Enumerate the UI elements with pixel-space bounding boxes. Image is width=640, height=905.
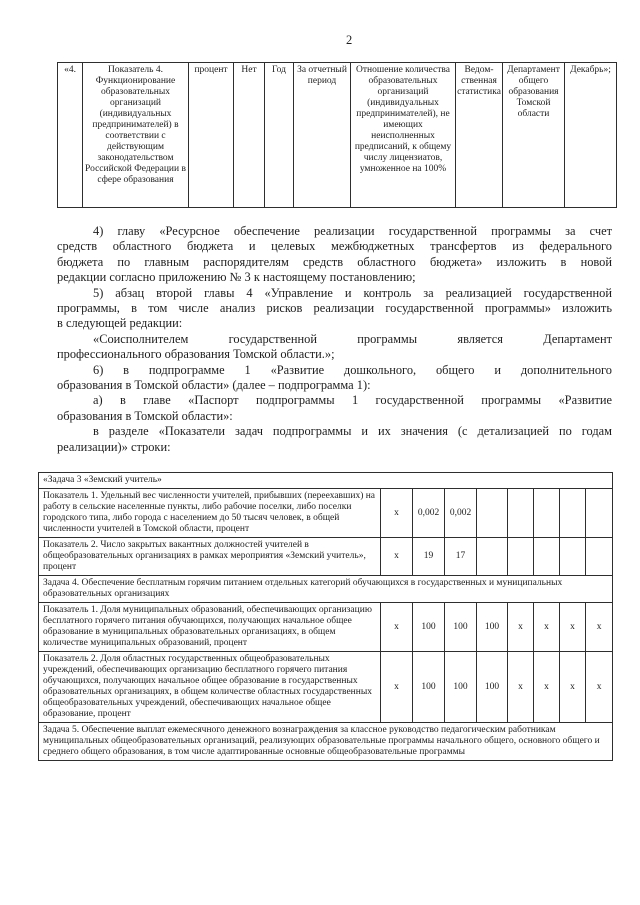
paragraph-a (57, 393, 612, 424)
value-cell: 100 (413, 652, 445, 723)
task-3-cell: «Задача 3 «Земский учитель» (39, 473, 613, 489)
text-line: 6) в подпрограмме 1 «Развитие дошкольного, общего и дополнительного (93, 362, 612, 377)
value-cell: х (381, 603, 413, 652)
paragraph-4 (57, 224, 612, 286)
text-line: а) в главе «Паспорт подпрограммы 1 государственной программы «Развитие (93, 393, 612, 408)
value-cell (560, 538, 586, 576)
value-cell: х (381, 489, 413, 538)
text-line: образования в Томской области»: (57, 408, 233, 423)
value-cell (534, 489, 560, 538)
indicator-name-cell: Показатель 4. Функционирование образовательных организаций (индивидуальных предпринимателей) в соответствии с действующим законодательством Российской Федерации в сфере образования (83, 63, 189, 208)
value-cell (508, 489, 534, 538)
periodicity-cell: Год (265, 63, 294, 208)
table-row (39, 538, 613, 576)
value-cell: х (508, 603, 534, 652)
indicator-text-cell: Показатель 2. Число закрытых вакантных должностей учителей в общеобразовательных организациях в рамках мероприятия «Земский учитель», процент (39, 538, 381, 576)
value-cell: 100 (445, 603, 477, 652)
text-line: редакции согласно приложению № 3 к настоящему постановлению; (57, 270, 416, 285)
row-number-cell: «4. (58, 63, 83, 208)
amendments-text (57, 224, 612, 455)
indicator-text-cell: Показатель 1. Доля муниципальных образований, обеспечивающих организацию бесплатного горячего питания обучающихся, получающих начальное общее образование в муниципальных образовательных организациях, в общем количестве муниципальных образований, процент (39, 603, 381, 652)
text-line: профессионального образования Томской области.»; (57, 347, 335, 362)
value-cell: 0,002 (445, 489, 477, 538)
task-row (39, 723, 613, 761)
value-cell (586, 538, 613, 576)
value-cell: х (508, 652, 534, 723)
value-cell: х (381, 538, 413, 576)
value-cell (477, 489, 508, 538)
value-cell: 100 (477, 603, 508, 652)
paragraph-6 (57, 363, 612, 394)
value-cell (586, 489, 613, 538)
value-cell: х (381, 652, 413, 723)
unit-cell: процент (189, 63, 234, 208)
subprogram-indicators-table (38, 472, 613, 761)
task-row (39, 473, 613, 489)
value-cell: 100 (477, 652, 508, 723)
table-row (39, 652, 613, 723)
table-row (39, 603, 613, 652)
value-cell: х (560, 603, 586, 652)
text-line: бюджета по главным распорядителям средств областного бюджета» изложить в новой (57, 254, 612, 269)
responsible-cell: Департамент общего образования Томской области (503, 63, 565, 208)
value-cell: 17 (445, 538, 477, 576)
paragraph-section (57, 424, 612, 455)
period-cell: Декабрь»; (565, 63, 617, 208)
table-row (58, 63, 617, 208)
paragraph-quote (57, 332, 612, 363)
value-cell: 100 (445, 652, 477, 723)
value-cell (477, 538, 508, 576)
value-cell: х (586, 603, 613, 652)
page-number: 2 (346, 33, 353, 47)
task-row (39, 576, 613, 603)
value-cell: 100 (413, 603, 445, 652)
value-cell: х (560, 652, 586, 723)
task-4-cell: Задача 4. Обеспечение бесплатным горячим питанием отдельных категорий обучающихся в государственных и муниципальных образовательных организациях (39, 576, 613, 603)
text-line: в следующей редакции: (57, 316, 183, 331)
value-cell: 0,002 (413, 489, 445, 538)
text-line: реализации)» строки: (57, 439, 171, 454)
text-line: образования в Томской области» (далее – подпрограмма 1): (57, 378, 371, 393)
value-cell (534, 538, 560, 576)
value-cell (508, 538, 534, 576)
value-cell: 19 (413, 538, 445, 576)
value-cell (560, 489, 586, 538)
text-line: 5) абзац второй главы 4 «Управление и контроль за реализацией государственной (93, 285, 612, 300)
timing-cell: За отчетный период (294, 63, 351, 208)
table-row (39, 489, 613, 538)
task-5-cell: Задача 5. Обеспечение выплат ежемесячного денежного вознаграждения за классное руководство педагогическим работникам муниципальных общеобразовательных организаций, реализующих образовательные программы начального общего, основного общего и среднего общего образования, в том числе адаптированные основные общеобразовательные программы (39, 723, 613, 761)
source-cell: Ведомственная статистика (456, 63, 503, 208)
text-line: «Соисполнителем государственной программы является Департамент (93, 331, 612, 346)
indicator-text-cell: Показатель 2. Доля областных государственных общеобразовательных учреждений, обеспечивающих организацию бесплатного горячего питания обучающихся, получающих начальное общее образование в государственных образовательных организациях, в общем количестве областных государственных общеобразовательных учреждений, обеспечивающих начальное общее образование, процент (39, 652, 381, 723)
method-cell: Отношение количества образовательных организаций (индивидуальных предпринимателей), не имеющих неисполненных предписаний, к общему числу лицензиатов, умноженное на 100% (351, 63, 456, 208)
value-cell: х (534, 652, 560, 723)
value-cell: х (586, 652, 613, 723)
value-cell: х (534, 603, 560, 652)
flag-cell: Нет (234, 63, 265, 208)
indicator-4-table (57, 62, 617, 208)
indicator-text-cell: Показатель 1. Удельный вес численности учителей, прибывших (переехавших) на работу в сельские населенные пункты, либо рабочие поселки, либо поселки городского типа, либо города с населением до 50 тысяч человек, в общей численности учителей в Томской области, процент (39, 489, 381, 538)
text-line: 4) главу «Ресурсное обеспечение реализации государственной программы за счет (93, 224, 612, 238)
text-line: в разделе «Показатели задач подпрограммы и их значения (с детализацией по годам (93, 424, 612, 439)
paragraph-5 (57, 286, 612, 332)
text-line: программы, в том числе анализ рисков реализации государственной программы» изложить (57, 301, 612, 316)
text-line: средств областного бюджета и целевых межбюджетных трансфертов из федерального (57, 239, 612, 254)
